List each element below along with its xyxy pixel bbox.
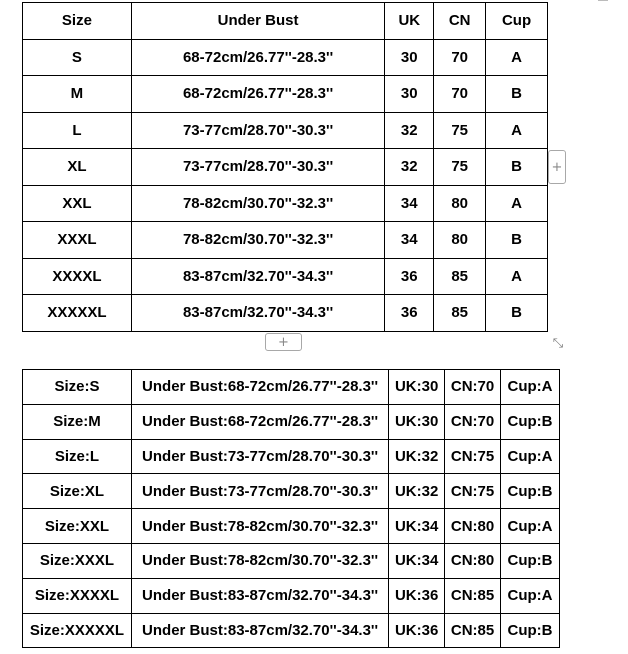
cell-cup: Cup:A (501, 370, 560, 405)
cell-uk: 34 (385, 222, 434, 259)
add-row-button[interactable]: + (265, 333, 302, 351)
cell-cup: B (486, 76, 548, 113)
table-row (23, 76, 548, 113)
cell-under-bust: Under Bust (131, 3, 385, 40)
size-chart-table (22, 2, 548, 332)
cell-under-bust: 78-82cm/30.70''-32.3'' (131, 185, 385, 222)
cell-cn: CN:75 (445, 474, 501, 509)
cell-cup: A (486, 112, 548, 149)
cell-under-bust: 73-77cm/28.70''-30.3'' (131, 112, 385, 149)
cell-under-bust: Under Bust:73-77cm/28.70''-30.3'' (131, 439, 388, 474)
cell-cn: CN:70 (445, 404, 501, 439)
cell-size: Size:XXXXXL (23, 613, 132, 648)
add-column-button[interactable]: + (548, 150, 566, 184)
cell-size: S (23, 39, 132, 76)
table-row (23, 149, 548, 186)
cell-under-bust: 68-72cm/26.77''-28.3'' (131, 76, 385, 113)
table-row (23, 543, 560, 578)
cell-cn: 80 (434, 222, 486, 259)
cell-uk: UK:30 (389, 370, 445, 405)
cell-cup: Cup:B (501, 474, 560, 509)
table-row (23, 404, 560, 439)
cell-under-bust: 83-87cm/32.70''-34.3'' (131, 295, 385, 332)
cell-cn: CN:80 (445, 509, 501, 544)
cell-cn: 85 (434, 295, 486, 332)
cell-cup: B (486, 222, 548, 259)
cell-size: Size:XXL (23, 509, 132, 544)
cell-size: XXXXL (23, 258, 132, 295)
table-row (23, 258, 548, 295)
cell-cup: Cup:A (501, 578, 560, 613)
cell-cn: CN (434, 3, 486, 40)
table-row (23, 578, 560, 613)
cell-cup: Cup:A (501, 509, 560, 544)
resize-handle-icon[interactable]: ⤡ (548, 333, 568, 353)
cell-uk: 30 (385, 39, 434, 76)
cell-under-bust: 78-82cm/30.70''-32.3'' (131, 222, 385, 259)
cell-uk: UK:36 (389, 578, 445, 613)
cell-under-bust: 73-77cm/28.70''-30.3'' (131, 149, 385, 186)
cell-size: XXXL (23, 222, 132, 259)
table-row (23, 222, 548, 259)
cell-cn: 70 (434, 76, 486, 113)
cell-under-bust: Under Bust:73-77cm/28.70''-30.3'' (131, 474, 388, 509)
cell-size: M (23, 76, 132, 113)
cell-size: L (23, 112, 132, 149)
cell-uk: UK:32 (389, 439, 445, 474)
header-row (23, 3, 548, 40)
table-row (23, 613, 560, 648)
cell-cup: Cup:A (501, 439, 560, 474)
cell-cn: 70 (434, 39, 486, 76)
cell-cn: 75 (434, 112, 486, 149)
table-row (23, 39, 548, 76)
cell-under-bust: 83-87cm/32.70''-34.3'' (131, 258, 385, 295)
cell-uk: UK:36 (389, 613, 445, 648)
cell-size: Size:XL (23, 474, 132, 509)
cell-uk: 30 (385, 76, 434, 113)
edge-divider (598, 0, 608, 3)
cell-cup: Cup:B (501, 404, 560, 439)
cell-cup: B (486, 149, 548, 186)
cell-cup: Cup (486, 3, 548, 40)
cell-cn: CN:70 (445, 370, 501, 405)
cell-size: Size:XXXXL (23, 578, 132, 613)
cell-under-bust: Under Bust:68-72cm/26.77''-28.3'' (131, 370, 388, 405)
cell-uk: 32 (385, 112, 434, 149)
table-row (23, 474, 560, 509)
cell-cup: A (486, 39, 548, 76)
cell-size: XL (23, 149, 132, 186)
cell-cup: B (486, 295, 548, 332)
cell-cn: 80 (434, 185, 486, 222)
cell-under-bust: Under Bust:78-82cm/30.70''-32.3'' (131, 509, 388, 544)
table-row (23, 185, 548, 222)
cell-uk: 36 (385, 258, 434, 295)
cell-cn: CN:85 (445, 578, 501, 613)
cell-cn: CN:75 (445, 439, 501, 474)
cell-cn: 85 (434, 258, 486, 295)
cell-uk: UK:34 (389, 509, 445, 544)
cell-cn: CN:80 (445, 543, 501, 578)
cell-cup: Cup:B (501, 543, 560, 578)
table-row (23, 509, 560, 544)
cell-size: Size:S (23, 370, 132, 405)
cell-uk: 36 (385, 295, 434, 332)
cell-uk: UK (385, 3, 434, 40)
table-row (23, 370, 560, 405)
table-row (23, 295, 548, 332)
cell-cn: CN:85 (445, 613, 501, 648)
cell-size: Size:L (23, 439, 132, 474)
table-row (23, 439, 560, 474)
cell-cup: A (486, 258, 548, 295)
table-row (23, 112, 548, 149)
cell-uk: UK:34 (389, 543, 445, 578)
cell-under-bust: Under Bust:83-87cm/32.70''-34.3'' (131, 578, 388, 613)
cell-size: XXL (23, 185, 132, 222)
cell-uk: UK:32 (389, 474, 445, 509)
cell-cn: 75 (434, 149, 486, 186)
cell-under-bust: Under Bust:78-82cm/30.70''-32.3'' (131, 543, 388, 578)
cell-size: Size:XXXL (23, 543, 132, 578)
cell-cup: Cup:B (501, 613, 560, 648)
cell-uk: UK:30 (389, 404, 445, 439)
cell-under-bust: 68-72cm/26.77''-28.3'' (131, 39, 385, 76)
cell-uk: 34 (385, 185, 434, 222)
cell-size: Size:M (23, 404, 132, 439)
cell-size: XXXXXL (23, 295, 132, 332)
cell-cup: A (486, 185, 548, 222)
cell-size: Size (23, 3, 132, 40)
cell-under-bust: Under Bust:68-72cm/26.77''-28.3'' (131, 404, 388, 439)
cell-under-bust: Under Bust:83-87cm/32.70''-34.3'' (131, 613, 388, 648)
cell-uk: 32 (385, 149, 434, 186)
size-chart-labeled-table (22, 369, 560, 648)
